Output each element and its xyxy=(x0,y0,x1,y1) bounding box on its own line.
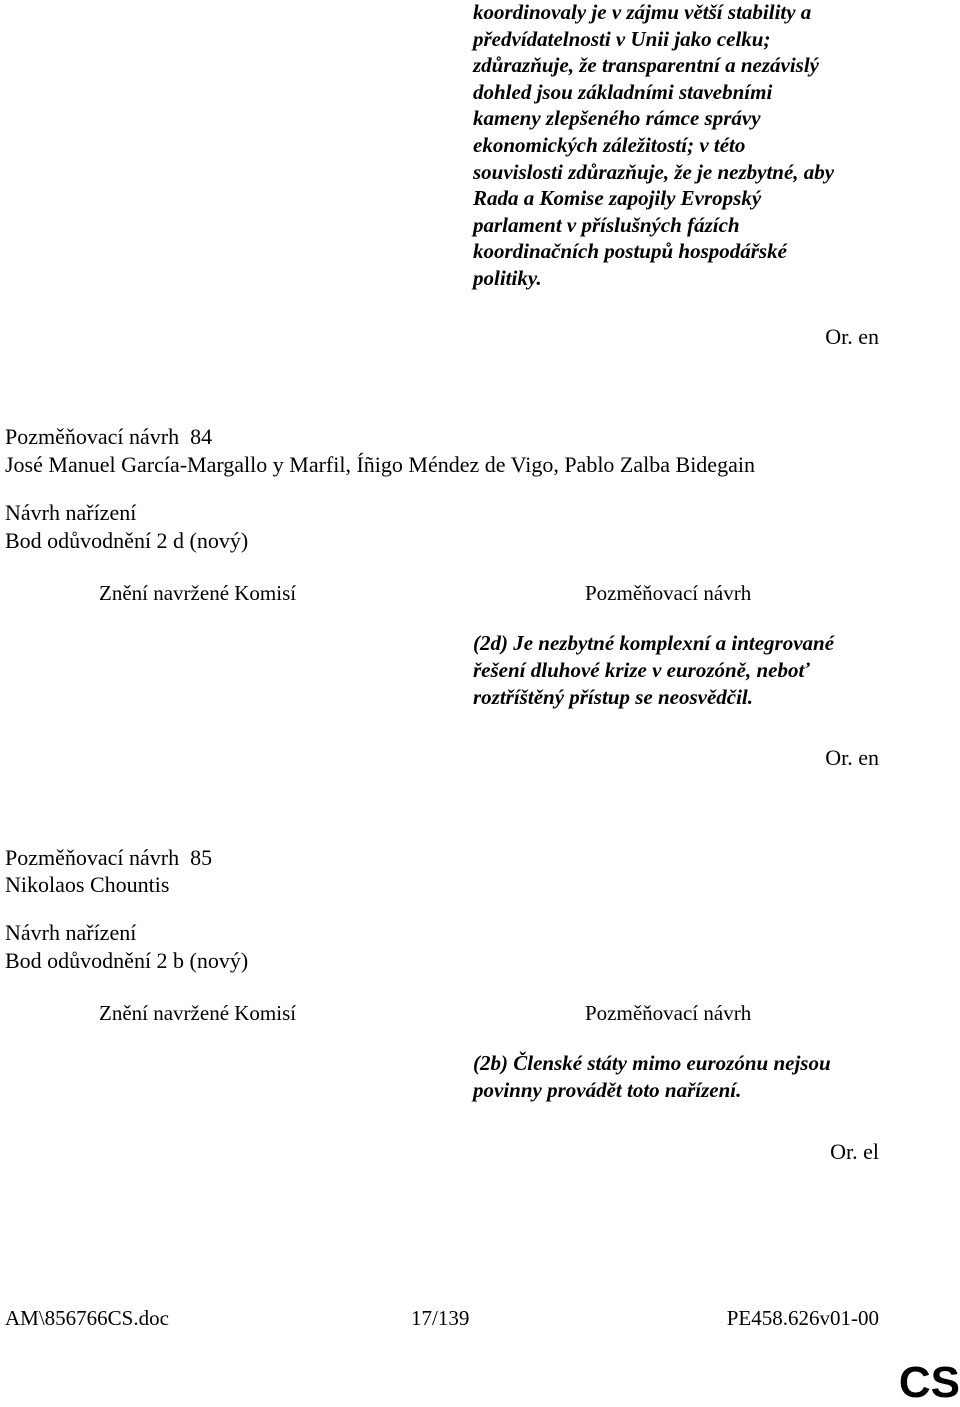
text-line: dohled jsou základními stavebními xyxy=(473,79,773,104)
text-line: (2d) Je nezbytné komplexní a integrované xyxy=(473,631,835,655)
amendment-text-continuation xyxy=(473,0,913,292)
original-language: Or. el xyxy=(830,1139,879,1164)
text-line: předvídatelnosti v Unii jako celku; xyxy=(473,26,771,51)
amendment-number: 84 xyxy=(190,424,213,449)
column-header-commission: Znění navržené Komisí xyxy=(99,1001,297,1025)
text-line: parlament v příslušných fázích xyxy=(473,212,740,237)
column-header-amendment: Pozměňovací návrh xyxy=(585,581,752,605)
text-line: koordinačních postupů hospodářské xyxy=(473,239,787,264)
footer-pe-ref: PE458.626v01-00 xyxy=(726,1306,879,1330)
column-header-commission: Znění navržené Komisí xyxy=(99,581,297,605)
text-line: Rada a Komise zapojily Evropský xyxy=(473,186,762,211)
text-line: koordinovaly je v zájmu větší stability a xyxy=(473,0,812,24)
original-language: Or. en xyxy=(825,324,879,349)
amendment-label: Pozměňovací návrh xyxy=(5,845,180,870)
amendment-label: Pozměňovací návrh xyxy=(5,424,180,449)
language-mark: CS xyxy=(898,1358,960,1407)
text-line: povinny provádět toto nařízení. xyxy=(473,1078,742,1102)
text-line: (2b) Členské státy mimo eurozónu nejsou xyxy=(473,1051,831,1075)
text-line: politiky. xyxy=(473,265,542,290)
original-language: Or. en xyxy=(825,745,879,770)
text-line: roztříštěný přístup se neosvědčil. xyxy=(473,685,754,709)
text-line: řešení dluhové krize v eurozóně, neboť xyxy=(473,658,810,682)
text-line: souvislosti zdůrazňuje, že je nezbytné, aby xyxy=(473,159,835,184)
amendment-authors: Nikolaos Chountis xyxy=(5,872,170,897)
amendment-title xyxy=(5,845,212,871)
recital-label: Bod odůvodnění 2 d (nový) xyxy=(5,528,249,553)
text-line: kameny zlepšeného rámce správy xyxy=(473,106,761,131)
amendment-number: 85 xyxy=(190,845,213,870)
proposal-label: Návrh nařízení xyxy=(5,500,137,525)
text-line: ekonomických záležitostí; v této xyxy=(473,132,746,157)
footer-page-number: 17/139 xyxy=(411,1306,470,1330)
column-header-amendment: Pozměňovací návrh xyxy=(585,1001,752,1025)
footer-doc-ref: AM\856766CS.doc xyxy=(5,1306,169,1330)
amendment-authors: José Manuel García-Margallo y Marfil, Íñigo Méndez de Vigo, Pablo Zalba Bidegain xyxy=(5,452,755,477)
amendment-text xyxy=(473,1050,913,1104)
proposal-label: Návrh nařízení xyxy=(5,920,137,945)
recital-label: Bod odůvodnění 2 b (nový) xyxy=(5,948,249,973)
text-line: zdůrazňuje, že transparentní a nezávislý xyxy=(473,53,819,78)
amendment-title xyxy=(5,424,212,450)
amendment-text xyxy=(473,630,913,711)
